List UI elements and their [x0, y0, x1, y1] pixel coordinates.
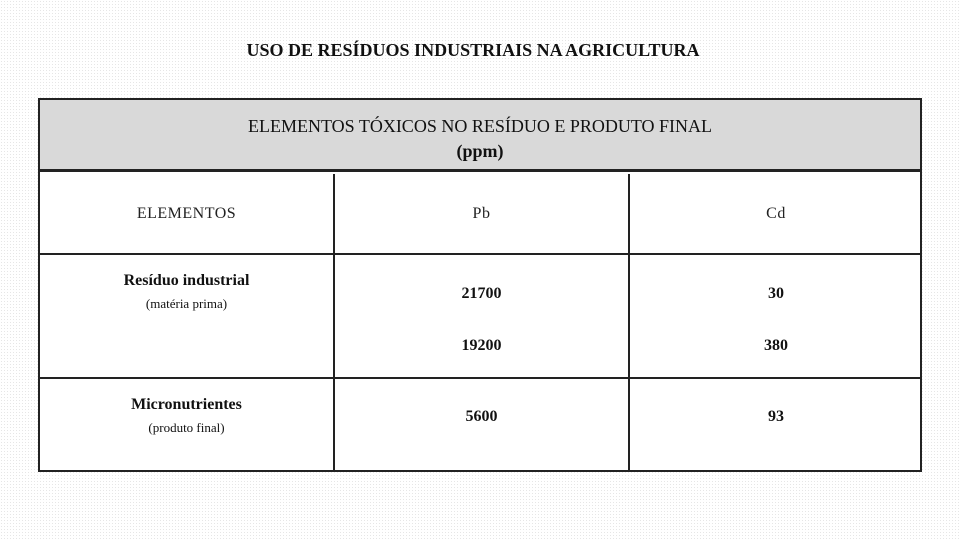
value-residuo-cd-1: 30 — [768, 285, 784, 302]
value-residuo-cd-2: 380 — [764, 337, 788, 354]
table-header — [40, 100, 920, 172]
column-header-pb: Pb — [472, 205, 491, 222]
value-residuo-pb-1: 21700 — [461, 285, 502, 302]
row-name-micronutrientes: Micronutrientes — [131, 396, 242, 413]
value-micronutrientes-pb: 5600 — [465, 408, 498, 425]
column-header-cd: Cd — [766, 205, 786, 222]
page-title: USO DE RESÍDUOS INDUSTRIAIS NA AGRICULTURA — [246, 40, 700, 60]
value-micronutrientes-cd: 93 — [768, 408, 784, 425]
row-name-residuo-industrial: Resíduo industrial — [123, 272, 250, 289]
row-divider — [40, 253, 920, 255]
column-header-elementos: ELEMENTOS — [136, 205, 237, 222]
row-subtitle-materia-prima: (matéria prima) — [145, 296, 228, 311]
value-residuo-pb-2: 19200 — [461, 337, 502, 354]
toxic-elements-table — [38, 98, 922, 472]
row-divider — [40, 377, 920, 379]
table-header-unit: (ppm) — [456, 141, 504, 161]
table-header-title: ELEMENTOS TÓXICOS NO RESÍDUO E PRODUTO FINAL — [247, 116, 713, 136]
row-subtitle-produto-final: (produto final) — [148, 420, 225, 435]
